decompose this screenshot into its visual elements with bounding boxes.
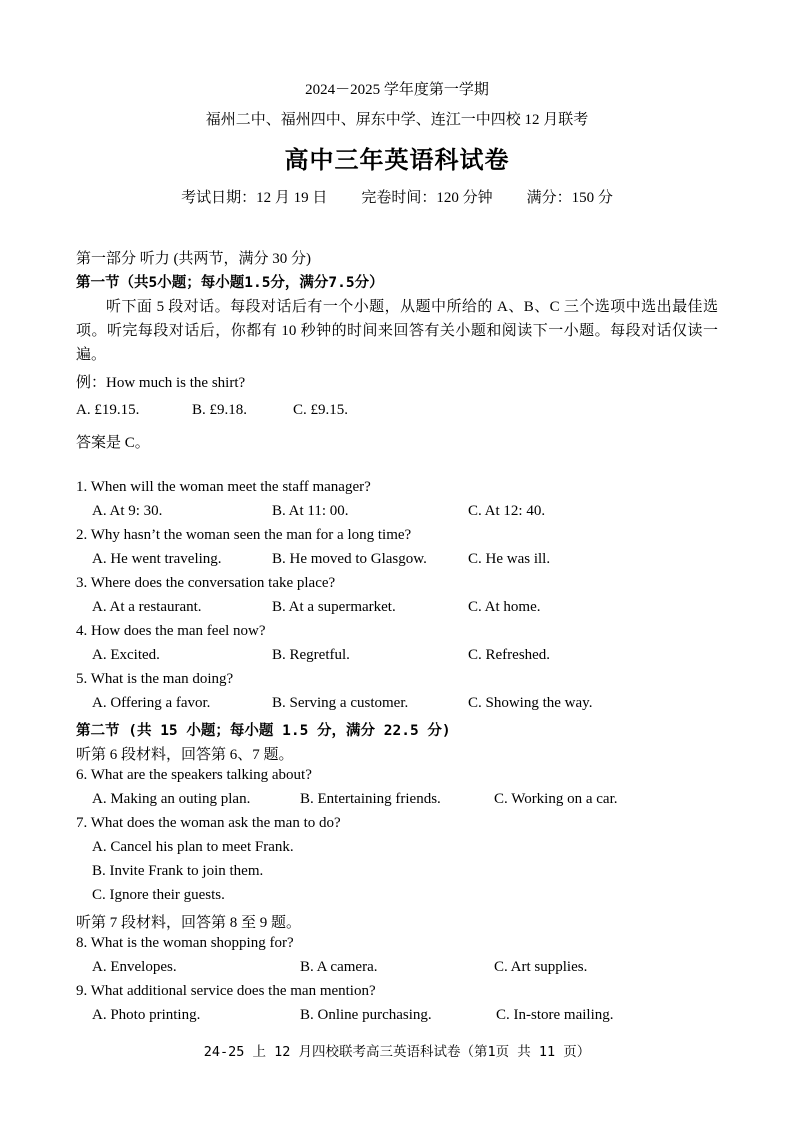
question-1: 1. When will the woman meet the staff manager? xyxy=(76,479,371,495)
question-8: 8. What is the woman shopping for? xyxy=(76,935,294,951)
q9-option-b: B. Online purchasing. xyxy=(300,1007,432,1023)
section2-title: 第二节 (共 15 小题；每小题 1.5 分，满分 22.5 分) xyxy=(76,723,451,739)
q8-option-c: C. Art supplies. xyxy=(494,959,588,975)
q9-option-a: A. Photo printing. xyxy=(92,1007,201,1023)
example-option-b: B. £9.18. xyxy=(192,402,248,418)
term-heading: 2024－2025 学年度第一学期 xyxy=(305,82,489,98)
page-title: 高中三年英语科试卷 xyxy=(284,148,510,174)
part1-title: 第一部分 听力 (共两节，满分 30 分) xyxy=(76,251,311,267)
q7-option-a: A. Cancel his plan to meet Frank. xyxy=(92,839,294,855)
q3-option-a: A. At a restaurant. xyxy=(92,599,202,615)
question-7: 7. What does the woman ask the man to do? xyxy=(76,815,341,831)
q4-option-a: A. Excited. xyxy=(92,647,160,663)
material-7-instruction: 听第 7 段材料，回答第 8 至 9 题。 xyxy=(76,915,302,931)
question-2: 2. Why hasn’t the woman seen the man for a long time? xyxy=(76,527,412,543)
question-4: 4. How does the man feel now? xyxy=(76,623,266,639)
example-option-a: A. £19.15. xyxy=(76,402,140,418)
schools-heading: 福州二中、福州四中、屏东中学、连江一中四校 12 月联考 xyxy=(205,112,589,128)
q9-option-c: C. In-store mailing. xyxy=(496,1007,614,1023)
section1-title: 第一节（共5小题；每小题1.5分，满分7.5分） xyxy=(76,275,384,291)
exam-info xyxy=(0,186,794,207)
question-9: 9. What additional service does the man mention? xyxy=(76,983,376,999)
q1-option-b: B. At 11: 00. xyxy=(272,503,349,519)
q6-option-c: C. Working on a car. xyxy=(494,791,618,807)
example-question: 例：How much is the shirt? xyxy=(76,375,246,391)
q4-option-c: C. Refreshed. xyxy=(468,647,551,663)
q2-option-c: C. He was ill. xyxy=(468,551,551,567)
q7-option-b: B. Invite Frank to join them. xyxy=(92,863,264,879)
q7-option-c: C. Ignore their guests. xyxy=(92,887,225,903)
q5-option-a: A. Offering a favor. xyxy=(92,695,211,711)
q6-option-a: A. Making an outing plan. xyxy=(92,791,251,807)
q5-option-c: C. Showing the way. xyxy=(468,695,593,711)
q1-option-a: A. At 9: 30. xyxy=(92,503,163,519)
example-answer: 答案是 C。 xyxy=(76,435,150,451)
q3-option-c: C. At home. xyxy=(468,599,541,615)
exam-duration: 完卷时间：120 分钟 xyxy=(361,190,493,206)
question-3: 3. Where does the conversation take place? xyxy=(76,575,336,591)
example-option-c: C. £9.15. xyxy=(293,402,349,418)
question-5: 5. What is the man doing? xyxy=(76,671,234,687)
q4-option-b: B. Regretful. xyxy=(272,647,350,663)
q6-option-b: B. Entertaining friends. xyxy=(300,791,441,807)
question-6: 6. What are the speakers talking about? xyxy=(76,767,312,783)
exam-date: 考试日期：12 月 19 日 xyxy=(181,190,328,206)
q8-option-a: A. Envelopes. xyxy=(92,959,177,975)
q2-option-a: A. He went traveling. xyxy=(92,551,222,567)
q3-option-b: B. At a supermarket. xyxy=(272,599,396,615)
section1-instructions: 听下面 5 段对话。每段对话后有一个小题，从题中所给的 A、B、C 三个选项中选出最佳选项。听完每段对话后，你都有 10 秒钟的时间来回答有关小题和阅读下一小题。每段对话仅读一遍。 xyxy=(76,299,718,363)
q1-option-c: C. At 12: 40. xyxy=(468,503,546,519)
q5-option-b: B. Serving a customer. xyxy=(272,695,409,711)
exam-score: 满分：150 分 xyxy=(526,190,613,206)
q8-option-b: B. A camera. xyxy=(300,959,378,975)
q2-option-b: B. He moved to Glasgow. xyxy=(272,551,427,567)
material-6-instruction: 听第 6 段材料，回答第 6、7 题。 xyxy=(76,747,294,763)
page-footer: 24-25 上 12 月四校联考高三英语科试卷（第1页 共 11 页） xyxy=(203,1044,591,1060)
